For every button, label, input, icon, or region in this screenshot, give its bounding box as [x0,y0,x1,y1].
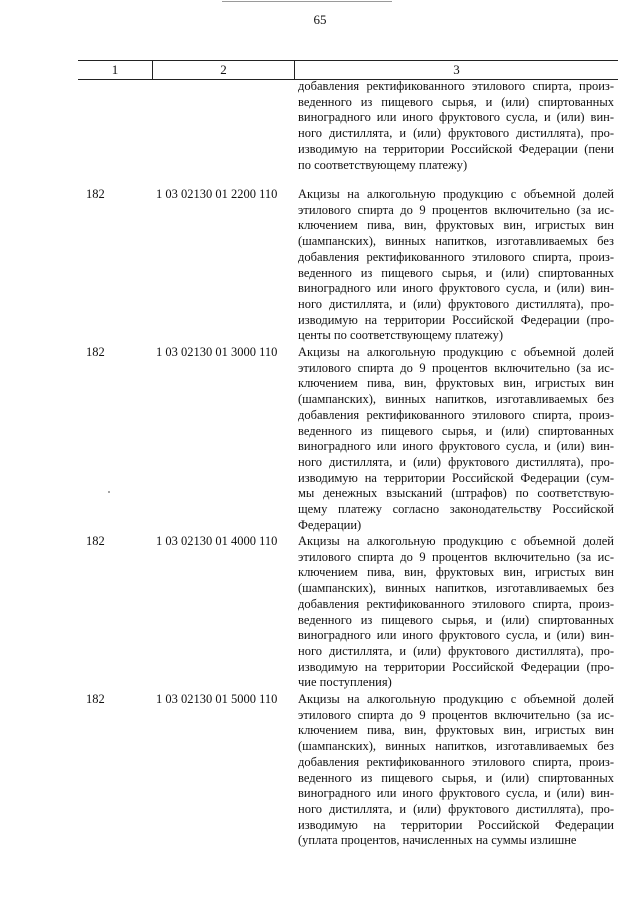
row-description [298,534,614,691]
header-col-3: 3 [294,61,618,79]
text-line: ключением пива, вин, фруктовых вин, игристых вин [298,565,614,580]
text-line: (шампанских), винных напитков, изготавливаемых без [298,581,614,596]
table-row [0,187,640,345]
text-line: ключением пива, вин, фруктовых вин, игристых вин [298,723,614,738]
table-body [0,79,640,852]
text-line: веденного из пищевого сырья, и (или) спиртованных [298,770,614,785]
text-line: веденного из пищевого сырья, и (или) спиртованных [298,612,614,627]
admin-code: 182 [86,345,105,359]
kbk-code: 1 03 02130 01 3000 110 [156,345,278,359]
text-line: виноградного или иного фруктового сусла, и (или) вин- [298,786,614,801]
text-line: добавления ректификованного этилового спирта, произ- [298,596,614,611]
text-line: виноградного или иного фруктового сусла, и (или) вин- [298,628,614,643]
row-description [298,187,614,344]
text-line: виноградного или иного фруктового сусла, и (или) вин- [298,110,614,125]
text-line: чие поступления) [298,675,392,690]
text-line: мы денежных взысканий (штрафов) по соответствую- [298,486,614,501]
top-rule [222,1,392,2]
scan-speck [108,491,110,493]
text-line: (уплата процентов, начисленных на суммы излишне [298,833,577,848]
text-line: добавления ректификованного этилового спирта, произ- [298,754,614,769]
text-line: ного дистиллята, и (или) фруктового дистиллята), про- [298,801,614,816]
text-line: этилового спирта до 9 процентов включительно (за ис- [298,202,614,217]
text-line: виноградного или иного фруктового сусла, и (или) вин- [298,281,614,296]
text-line: ного дистиллята, и (или) фруктового дистиллята), про- [298,643,614,658]
text-line: ного дистиллята, и (или) фруктового дистиллята), про- [298,454,614,469]
text-line: этилового спирта до 9 процентов включительно (за ис- [298,360,614,375]
text-line: ключением пива, вин, фруктовых вин, игристых вин [298,218,614,233]
text-line: (шампанских), винных напитков, изготавливаемых без [298,739,614,754]
table-row [0,345,640,534]
text-line: Акцизы на алкогольную продукцию с объемной долей [298,345,614,359]
row-description [298,692,614,849]
text-line: Федерации) [298,517,362,532]
text-line: добавления ректификованного этилового спирта, произ- [298,249,614,264]
text-line: изводимую на территории Российской Федерации [298,817,614,832]
text-line: (шампанских), винных напитков, изготавливаемых без [298,234,614,249]
text-line: добавления ректификованного этилового спирта, произ- [298,407,614,422]
text-line: веденного из пищевого сырья, и (или) спиртованных [298,423,614,438]
table-row [0,534,640,692]
text-line: добавления ректификованного этилового спирта, произ- [298,79,614,93]
continuation-description [298,79,614,173]
text-line: этилового спирта до 9 процентов включительно (за ис- [298,707,614,722]
text-line: веденного из пищевого сырья, и (или) спиртованных [298,265,614,280]
text-line: центы по соответствующему платежу) [298,328,504,343]
admin-code: 182 [86,187,105,201]
text-line: (шампанских), винных напитков, изготавливаемых без [298,392,614,407]
text-line: веденного из пищевого сырья, и (или) спиртованных [298,94,614,109]
page-number: 65 [313,12,327,27]
text-line: по соответствующему платежу) [298,157,468,172]
text-line: изводимую на территории Российской Федерации (про- [298,312,614,327]
kbk-code: 1 03 02130 01 4000 110 [156,534,278,548]
continuation-row [0,79,640,187]
text-line: ключением пива, вин, фруктовых вин, игристых вин [298,376,614,391]
text-line: изводимую на территории Российской Федерации (про- [298,659,614,674]
text-line: Акцизы на алкогольную продукцию с объемной долей [298,187,614,201]
text-line: этилового спирта до 9 процентов включительно (за ис- [298,549,614,564]
text-line: изводимую на территории Российской Федерации (пени [298,141,614,156]
text-line: виноградного или иного фруктового сусла, и (или) вин- [298,439,614,454]
admin-code: 182 [86,692,105,706]
kbk-code: 1 03 02130 01 5000 110 [156,692,278,706]
header-col-2: 2 [152,61,294,79]
text-line: ного дистиллята, и (или) фруктового дистиллята), про- [298,296,614,311]
text-line: ного дистиллята, и (или) фруктового дистиллята), про- [298,126,614,141]
text-line: изводимую на территории Российской Федерации (сум- [298,470,614,485]
kbk-code: 1 03 02130 01 2200 110 [156,187,278,201]
text-line: Акцизы на алкогольную продукцию с объемной долей [298,534,614,548]
row-description [298,345,614,533]
text-line: щему платежу согласно законодательству Российской [298,502,614,517]
header-col-1: 1 [111,62,119,77]
table-row [0,692,640,852]
table-header [78,60,618,80]
admin-code: 182 [86,534,105,548]
text-line: Акцизы на алкогольную продукцию с объемной долей [298,692,614,706]
